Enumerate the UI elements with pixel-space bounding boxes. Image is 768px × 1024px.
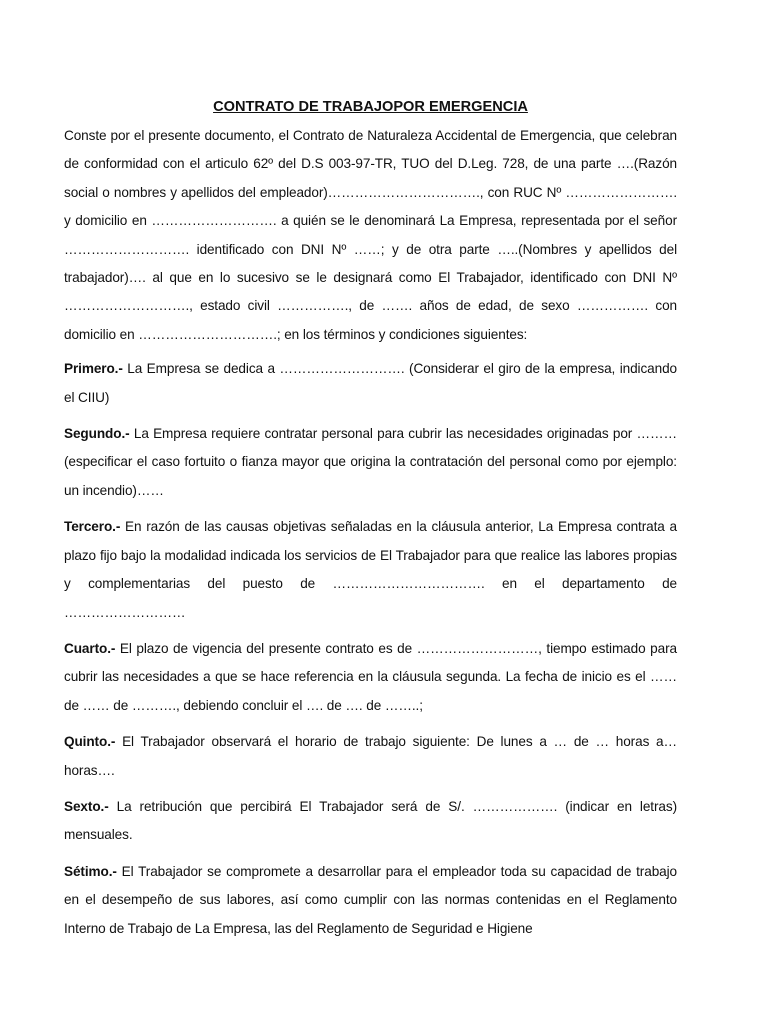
clause-primero	[64, 355, 677, 412]
document-body	[64, 98, 677, 951]
clause-label: Quinto.-	[64, 734, 116, 750]
clause-label: Sexto.-	[64, 798, 109, 814]
clause-segundo	[64, 420, 677, 505]
clause-label: Sétimo.-	[64, 863, 117, 879]
clause-text: En razón de las causas objetivas señaladas en la cláusula anterior, La Empresa contrata a plazo fijo bajo la modalidad indicada los servicios de El Trabajador para que realice las labores propias y complementarias del puesto de ……………………………. en el departamento de ………………………	[64, 519, 677, 620]
clause-label: Tercero.-	[64, 519, 121, 535]
document-title: CONTRATO DE TRABAJOPOR EMERGENCIA	[213, 99, 528, 115]
clause-text: La Empresa se dedica a ………………………. (Considerar el giro de la empresa, indicando el CIIU)	[64, 361, 677, 405]
clause-label: Cuarto.-	[64, 640, 116, 656]
clause-cuarto	[64, 635, 677, 720]
clause-tercero	[64, 513, 677, 627]
clause-text: La retribución que percibirá El Trabajador será de S/. ………………. (indicar en letras) mensuales.	[64, 798, 677, 843]
clause-label: Primero.-	[64, 361, 123, 377]
clause-label: Segundo.-	[64, 426, 130, 442]
clause-quinto	[64, 728, 677, 785]
clause-text: El Trabajador se compromete a desarrollar para el empleador toda su capacidad de trabajo en el desempeño de sus labores, así como cumplir con las normas contenidas en el Reglamento Interno de Trabajo de La Empresa, las del Reglamento de Seguridad e Higiene	[64, 863, 677, 936]
clause-text: El plazo de vigencia del presente contrato es de ………………………, tiempo estimado para cubrir las necesidades a que se hace referencia en la cláusula segunda. La fecha de inicio es el …… de …… de ………., debiendo concluir el …. de …. de ……..;	[64, 640, 677, 713]
clause-sexto	[64, 793, 677, 850]
clause-setimo	[64, 858, 677, 943]
clause-text: La Empresa requiere contratar personal para cubrir las necesidades originadas por ……… (especificar el caso fortuito o fianza mayor que origina la contratación del personal como por ejemplo: un incendio)……	[64, 426, 677, 498]
clause-text: El Trabajador observará el horario de trabajo siguiente: De lunes a … de … horas a… horas….	[64, 734, 677, 778]
intro-paragraph: Conste por el presente documento, el Contrato de Naturaleza Accidental de Emergencia, que celebran de conformidad con el articulo 62º del D.S 003-97-TR, TUO del D.Leg. 728, de una parte ….(Razón social o nombres y apellidos del empleador)……………………………., con RUC Nº ……………………. y domicilio en ………………………. a quién se le denominará La Empresa, representada por el señor ………………………. identificado con DNI Nº ……; y de otra parte …..(Nombres y apellidos del trabajador)…. al que en lo sucesivo se le designará como El Trabajador, identificado con DNI Nº ………………………., estado civil ……………., de ……. años de edad, de sexo ……………. con domicilio en ………………………….; en los términos y condiciones siguientes:	[64, 128, 677, 342]
